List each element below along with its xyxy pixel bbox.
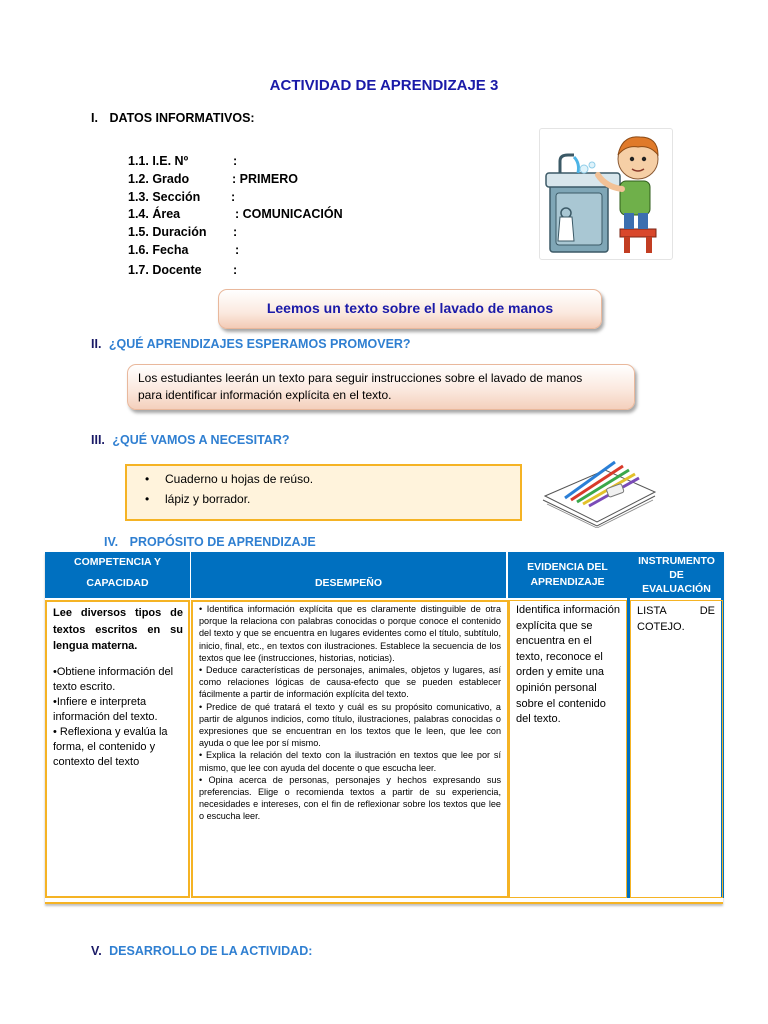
cell-competencia — [45, 600, 190, 898]
section-title: ¿QUÉ VAMOS A NECESITAR? — [112, 433, 290, 447]
page-title: ACTIVIDAD DE APRENDIZAJE 3 — [269, 77, 499, 94]
section-title: ¿QUÉ APRENDIZAJES ESPERAMOS PROMOVER? — [108, 337, 411, 351]
info-label: 1.5. Duración — [128, 225, 207, 239]
lesson-title-box: Leemos un texto sobre el lavado de manos — [218, 289, 602, 329]
info-value: : — [233, 225, 238, 239]
header-instrumento — [630, 552, 723, 598]
capacidad-item: • Reflexiona y evalúa la forma, el contenido y contexto del texto — [53, 725, 168, 768]
section-number: I. — [91, 111, 98, 125]
header-evidencia-line-2: APRENDIZAJE — [530, 576, 605, 588]
section-number: III. — [91, 433, 105, 447]
section-number: II. — [91, 337, 102, 351]
materials-item-text: lápiz y borrador. — [165, 492, 251, 506]
desempeno-item: • Opina acerca de personas, personajes y hechos expresando sus preferencias. Elige o recomienda textos a partir de su experiencia, necesidades e intereses, con el fin de reflexionar sobre los textos que lee o escucha leer. — [199, 774, 501, 822]
info-value: : — [235, 243, 240, 257]
section-title: DESARROLLO DE LA ACTIVIDAD: — [109, 944, 313, 958]
info-value: : — [233, 263, 238, 277]
capacidades-list — [53, 665, 183, 770]
section-heading-necesitar — [91, 433, 289, 447]
learning-goal-line-2: para identificar información explícita en el texto. — [138, 388, 392, 402]
learning-purpose-table — [45, 552, 723, 904]
desempeno-item: • Identifica información explícita que es claramente distinguible de otra porque la relaciona con palabras conocidas o porque conoce el contenido del texto y que se encuentra en lugares evidentes como el título, subtítulo, inicio, final, etc., en textos con ilustraciones. Establece la secuencia de los textos que lee (instrucciones, historias, noticias). — [199, 604, 501, 663]
section-title: DATOS INFORMATIVOS: — [109, 111, 255, 125]
info-value: : COMUNICACIÓN — [235, 207, 343, 221]
materials-box — [125, 464, 522, 521]
cell-instrumento — [630, 600, 723, 898]
info-label: 1.4. Área — [128, 207, 181, 221]
info-value: : — [233, 154, 238, 168]
header-competencia-line-2: CAPACIDAD — [86, 577, 149, 589]
info-value: : PRIMERO — [232, 172, 298, 186]
header-desempeno: DESEMPEÑO — [191, 552, 506, 598]
info-label: 1.1. I.E. Nº — [128, 154, 189, 168]
info-label: 1.3. Sección — [128, 190, 201, 204]
header-instrumento-line-1: INSTRUMENTO — [638, 555, 715, 567]
header-competencia-line-1: COMPETENCIA Y — [74, 556, 161, 568]
info-label: 1.2. Grado — [128, 172, 190, 186]
instrumento-text: LISTA DE COTEJO. — [637, 605, 715, 633]
section-number: V. — [91, 944, 102, 958]
competencia-text: Lee diversos tipos de textos escritos en su lengua materna. — [53, 607, 183, 652]
info-label: 1.6. Fecha — [128, 243, 189, 257]
section-heading-datos — [91, 111, 255, 125]
handwashing-illustration — [539, 128, 673, 260]
info-value: : — [231, 190, 236, 204]
section-heading-aprendizajes — [91, 337, 411, 351]
desempeno-item: • Predice de qué tratará el texto y cuál es su propósito comunicativo, a partir de algunos indicios, como título, ilustraciones, palabras conocidas o expresiones que se encuentran en los textos que le leen, que lee con ayuda o que lee por sí mismo. — [199, 701, 501, 749]
cell-evidencia: Identifica información explícita que se encuentra en el texto, reconoce el orden y emite una opinión personal sobre el contenido del texto. — [509, 600, 627, 898]
pencils-paper-illustration — [541, 452, 659, 528]
header-instrumento-line-3: EVALUACIÓN — [642, 583, 711, 595]
desempeno-item: • Deduce características de personajes, animales, objetos y lugares, así como relaciones lógicas de causa-efecto que se pueden establecer fácilmente a partir de información explícita del texto. — [199, 665, 501, 700]
cell-desempeno — [191, 600, 509, 898]
section-title: PROPÓSITO DE APRENDIZAJE — [129, 535, 316, 549]
learning-goal-line-1: Los estudiantes leerán un texto para seguir instrucciones sobre el lavado de manos — [138, 371, 583, 385]
section-heading-desarrollo — [91, 944, 312, 958]
capacidad-item: •Infiere e interpreta información del texto. — [53, 695, 158, 723]
section-heading-proposito — [104, 535, 316, 549]
header-evidencia — [508, 552, 627, 598]
materials-item-text: Cuaderno u hojas de reúso. — [165, 472, 314, 486]
header-instrumento-line-2: DE — [669, 569, 684, 581]
header-evidencia-line-1: EVIDENCIA DEL — [527, 561, 608, 573]
section-number: IV. — [104, 535, 119, 549]
desempeno-item: • Explica la relación del texto con la ilustración en textos que lee por sí mismo, que lee con ayuda del docente o que escucha leer. — [199, 750, 501, 773]
header-competencia — [45, 552, 190, 598]
capacidad-item: •Obtiene información del texto escrito. — [53, 665, 174, 693]
info-label: 1.7. Docente — [128, 263, 202, 277]
learning-goal-box — [127, 364, 635, 410]
